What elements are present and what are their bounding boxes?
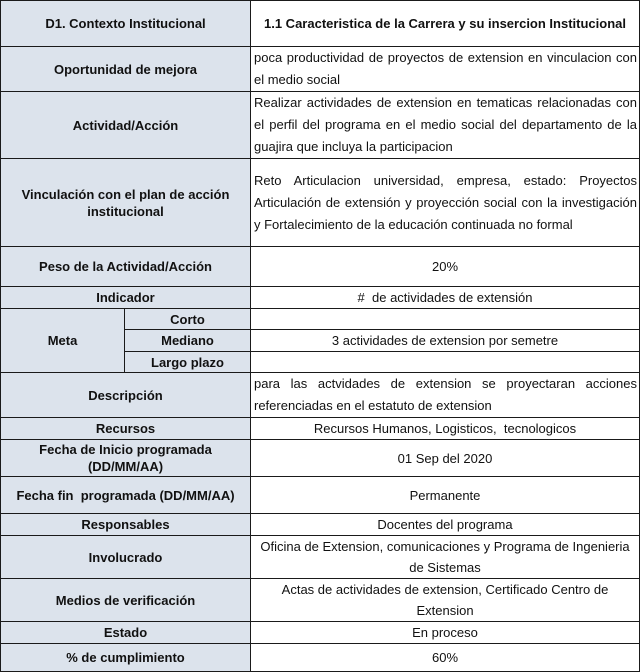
responsables-label: Responsables <box>1 514 251 536</box>
vinculacion-label: Vinculación con el plan de acción institucional <box>1 159 251 247</box>
fecha-fin-value: Permanente <box>251 477 640 514</box>
dimension-title: D1. Contexto Institucional <box>1 1 251 47</box>
meta-largo-label: Largo plazo <box>125 352 251 373</box>
meta-label: Meta <box>1 309 125 373</box>
row-oportunidad <box>1 47 640 92</box>
meta-largo-value <box>251 352 640 373</box>
row-medios <box>1 579 640 622</box>
actividad-label: Actividad/Acción <box>1 92 251 159</box>
meta-corto-value <box>251 309 640 330</box>
row-involucrado <box>1 536 640 579</box>
row-fecha-inicio <box>1 440 640 477</box>
fecha-fin-label: Fecha fin programada (DD/MM/AA) <box>1 477 251 514</box>
meta-mediano-label: Mediano <box>125 330 251 352</box>
oportunidad-label: Oportunidad de mejora <box>1 47 251 92</box>
recursos-value: Recursos Humanos, Logisticos, tecnologicos <box>251 418 640 440</box>
peso-value: 20% <box>251 247 640 287</box>
peso-label: Peso de la Actividad/Acción <box>1 247 251 287</box>
recursos-label: Recursos <box>1 418 251 440</box>
row-recursos <box>1 418 640 440</box>
header-row <box>1 1 640 47</box>
meta-corto-label: Corto <box>125 309 251 330</box>
fecha-inicio-value: 01 Sep del 2020 <box>251 440 640 477</box>
indicador-label: Indicador <box>1 287 251 309</box>
estado-label: Estado <box>1 622 251 644</box>
row-meta-corto <box>1 309 640 330</box>
row-peso <box>1 247 640 287</box>
cumplimiento-label: % de cumplimiento <box>1 644 251 672</box>
responsables-value: Docentes del programa <box>251 514 640 536</box>
actividad-value: Realizar actividades de extension en tematicas relacionadas con el perfil del programa en el medio social del departamento de la guajira que incluya la participacion <box>251 92 640 159</box>
involucrado-label: Involucrado <box>1 536 251 579</box>
row-cumplimiento <box>1 644 640 672</box>
row-indicador <box>1 287 640 309</box>
fecha-inicio-label: Fecha de Inicio programada (DD/MM/AA) <box>1 440 251 477</box>
medios-label: Medios de verificación <box>1 579 251 622</box>
cumplimiento-value: 60% <box>251 644 640 672</box>
vinculacion-value: Reto Articulacion universidad, empresa, estado: Proyectos Articulación de extensión y proyección social con la investigación y Fortalecimiento de la educación continuada no formal <box>251 159 640 247</box>
medios-value: Actas de actividades de extension, Certificado Centro de Extension <box>251 579 640 622</box>
characteristic-title: 1.1 Caracteristica de la Carrera y su insercion Institucional <box>251 1 640 47</box>
row-vinculacion <box>1 159 640 247</box>
row-estado <box>1 622 640 644</box>
row-actividad <box>1 92 640 159</box>
descripcion-value: para las actvidades de extension se proyectaran acciones referenciadas en el estatuto de extension <box>251 373 640 418</box>
involucrado-value: Oficina de Extension, comunicaciones y Programa de Ingenieria de Sistemas <box>251 536 640 579</box>
descripcion-label: Descripción <box>1 373 251 418</box>
indicador-value: # de actividades de extensión <box>251 287 640 309</box>
oportunidad-value: poca productividad de proyectos de extension en vinculacion con el medio social <box>251 47 640 92</box>
row-responsables <box>1 514 640 536</box>
meta-mediano-value: 3 actividades de extension por semetre <box>251 330 640 352</box>
row-descripcion <box>1 373 640 418</box>
estado-value: En proceso <box>251 622 640 644</box>
row-fecha-fin <box>1 477 640 514</box>
